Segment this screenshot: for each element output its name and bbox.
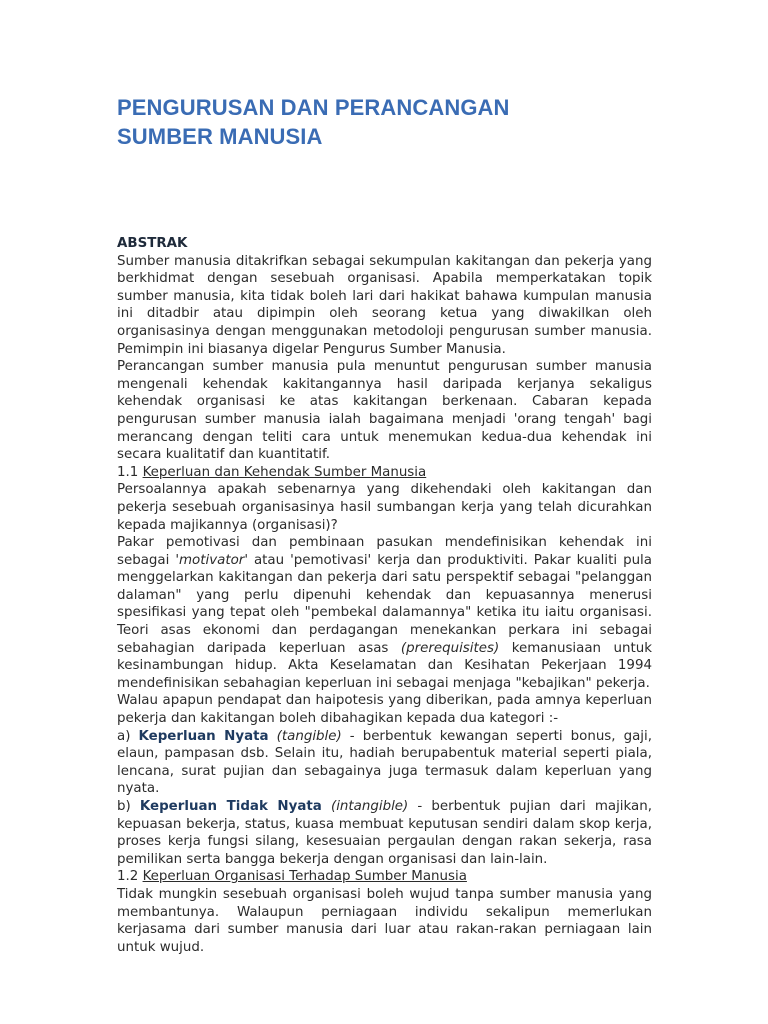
italic-term: (tangible) bbox=[276, 728, 342, 744]
title-line-1: PENGURUSAN DAN PERANCANGAN bbox=[117, 95, 510, 120]
section-number: 1.1 bbox=[117, 464, 143, 480]
section-1-2-paragraph-1: Tidak mungkin sesebuah organisasi boleh wujud tanpa sumber manusia yang membantunya. Walaupun perniagaan individu sekalipun memerlukan kerjasama dari sumber manusia dari luar atau rakan-rakan perniagaan lain untuk wujud. bbox=[117, 886, 652, 955]
text-run: - berbentuk pujian dari majikan, kepuasan bekerja, status, kuasa membuat keputusan sendiri dalam skop kerja, proses kerja fungsi silang, kesesuaian pergaulan dengan rakan sekerja, rasa pemilikan serta bangga bekerja dengan organisasi dan lain-lain. bbox=[117, 799, 652, 867]
section-1-1-paragraph-3: Walau apapun pendapat dan haipotesis yang diberikan, pada amnya keperluan pekerja dan kakitangan boleh dibahagikan kepada dua kategori :- bbox=[117, 693, 652, 727]
list-item-b bbox=[117, 798, 652, 868]
abstract-paragraph-2: Perancangan sumber manusia pula menuntut pengurusan sumber manusia mengenali kehendak kakitangannya hasil daripada kerjanya sekaligus kehendak organisasi ke atas kakitangan berkenaan. Cabaran kepada pengurusan sumber manusia ialah bagaimana menjadi 'orang tengah' bagi merancang dengan teliti cara untuk menemukan kedua-dua kehendak ini secara kualitatif dan kuantitatif. bbox=[117, 359, 652, 463]
text-run: kemanusiaan untuk kesinambungan hidup. Akta Keselamatan dan Kesihatan Pekerjaan 1994 mendefinisikan sebahagian keperluan ini sebagai menjaga "kebajikan" pekerja. bbox=[117, 640, 652, 691]
abstract-heading: ABSTRAK bbox=[117, 236, 188, 251]
bold-term: Keperluan Tidak Nyata bbox=[139, 799, 322, 814]
document-title bbox=[117, 0, 651, 151]
abstract-paragraph-1: Sumber manusia ditakrifkan sebagai sekumpulan kakitangan dan pekerja yang berkhidmat dengan sesebuah organisasi. Apabila memperkatakan topik sumber manusia, kita tidak boleh lari dari hakikat bahawa kumpulan manusia ini ditadbir atau dipimpin oleh seorang ketua yang diwakilkan oleh organisasinya dengan menggunakan metodoloji pengurusan sumber manusia. Pemimpin ini biasanya digelar Pengurus Sumber Manusia. bbox=[117, 253, 652, 357]
list-marker: a) bbox=[117, 728, 139, 744]
section-1-1-link[interactable]: Keperluan dan Kehendak Sumber Manusia bbox=[142, 464, 427, 480]
section-1-1-heading bbox=[117, 464, 652, 482]
list-item-a bbox=[117, 728, 652, 798]
document-body bbox=[117, 235, 652, 956]
section-1-1-paragraph-2 bbox=[117, 534, 652, 692]
bold-term: Keperluan Nyata bbox=[138, 728, 269, 744]
title-line-2: SUMBER MANUSIA bbox=[117, 124, 323, 149]
section-1-1-paragraph-1: Persoalannya apakah sebenarnya yang dikehendaki oleh kakitangan dan pekerja sesebuah organisasinya hasil sumbangan kerja yang telah dicurahkan kepada majikannya (organisasi)? bbox=[117, 482, 652, 533]
list-marker: b) bbox=[117, 799, 140, 814]
italic-term: (intangible) bbox=[330, 799, 409, 814]
text-run: ' atau 'pemotivasi' kerja dan produktiviti. Pakar kualiti pula menggelarkan kakitangan dan pekerja dari satu perspektif sebagai "pelanggan dalaman" yang perlu dipenuhi kehendak dan kepuasannya menerusi spesifikasi yang tepat oleh "pembekal dalamannya" ketika itu iaitu organisasi. Teori asas ekonomi dan perdagangan menekankan perkara ini sebagai sebahagian daripada keperluan asas bbox=[117, 552, 652, 656]
text-run: - berbentuk kewangan seperti bonus, gaji, elaun, pampasan dsb. Selain itu, hadiah berupabentuk material seperti piala, lencana, surat pujian dan sebagainya juga termasuk dalam keperluan yang nyata. bbox=[117, 728, 653, 797]
text-run: Pakar pemotivasi dan pembinaan pasukan mendefinisikan kehendak ini sebagai ' bbox=[117, 535, 652, 568]
italic-term: motivator bbox=[179, 552, 245, 568]
section-1-2-link[interactable]: Keperluan Organisasi Terhadap Sumber Manusia bbox=[142, 869, 467, 885]
section-1-2-heading bbox=[117, 868, 652, 886]
italic-term: (prerequisites) bbox=[400, 640, 500, 656]
section-number: 1.2 bbox=[117, 869, 143, 885]
